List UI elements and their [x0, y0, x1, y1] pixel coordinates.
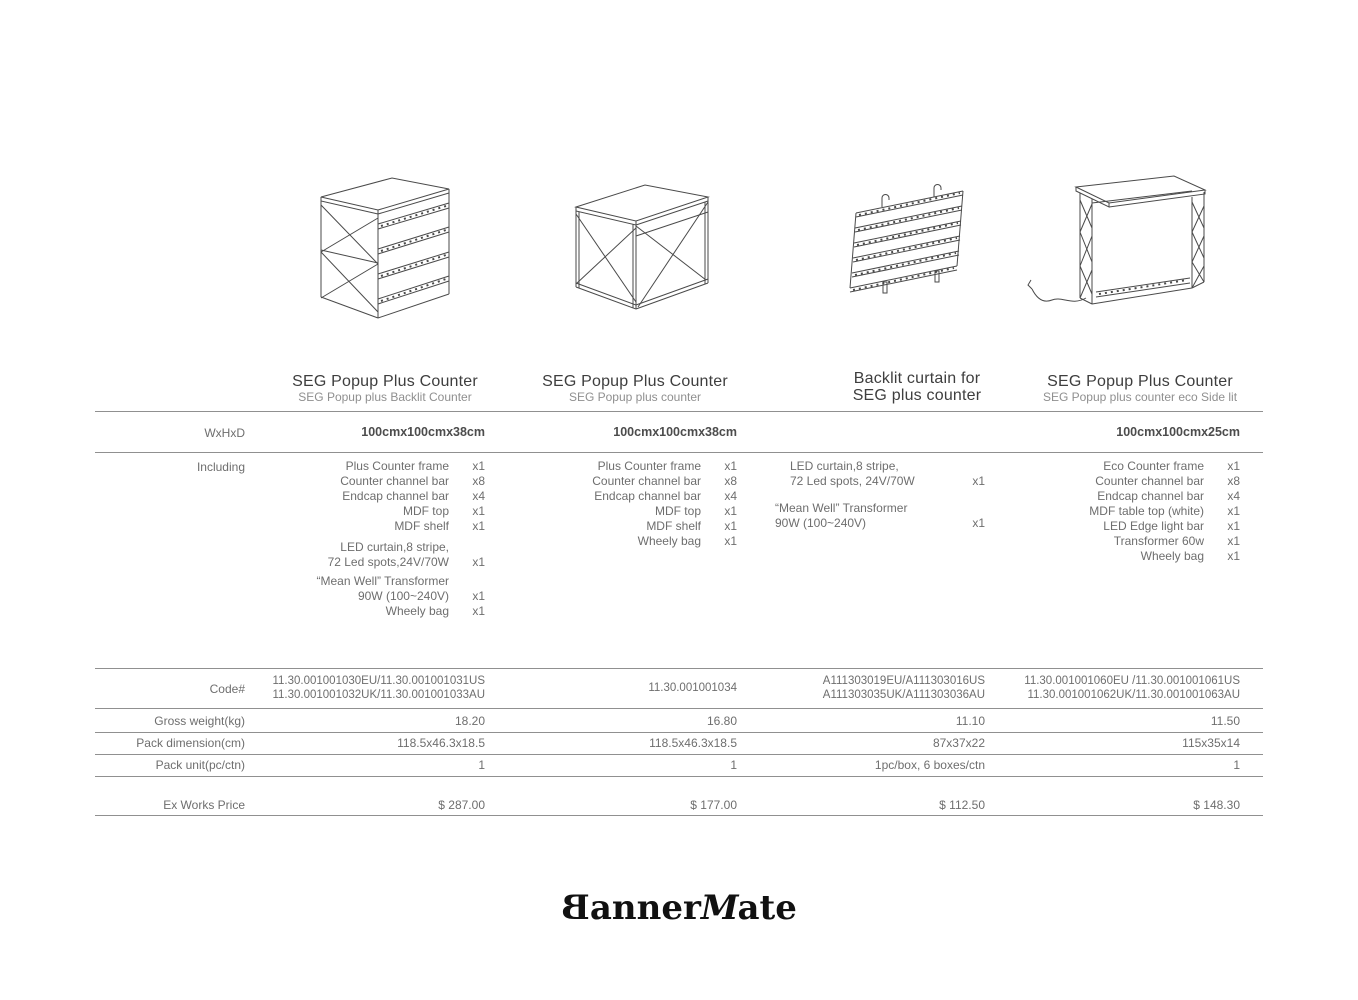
product-subtitle: SEG Popup plus counter — [568, 390, 702, 404]
led-curtain-drawing — [842, 176, 977, 308]
divider — [95, 776, 1263, 777]
row-label-gross-weight: Gross weight(kg) — [154, 714, 245, 728]
pack-dimension-value: 87x37x22 — [932, 736, 985, 750]
including-item: MDF table top (white) x1 — [1089, 504, 1240, 518]
including-item: Wheely bag x1 — [1140, 549, 1240, 563]
pack-unit-value: 1 — [1233, 758, 1240, 772]
including-item: Counter channel bar x8 — [1095, 474, 1240, 488]
size-value: 100cmx100cmx25cm — [1116, 425, 1240, 439]
logo-letters-anner: anner — [589, 888, 701, 928]
including-item: LED Edge light bar x1 — [1103, 519, 1240, 533]
including-item: LED curtain,8 stripe, 72 Led spots, 24V/70W x1 — [790, 459, 985, 488]
including-item: Wheely bag x1 — [385, 604, 485, 618]
pack-dimension-value: 115x35x14 — [1182, 736, 1240, 750]
gross-weight-value: 16.80 — [706, 714, 737, 728]
pack-dimension-value: 118.5x46.3x18.5 — [397, 736, 485, 750]
product-title: SEG Popup Plus Counter — [1047, 373, 1233, 390]
row-label-size: WxHxD — [204, 426, 245, 440]
including-list — [245, 459, 485, 619]
price-value: $ 148.30 — [1193, 798, 1240, 812]
logo-letters-ate: ate — [737, 888, 797, 928]
row-label-including: Including — [196, 460, 245, 474]
brand-logo — [0, 888, 1358, 928]
code-value: A111303019EU/A111303016US A111303035UK/A111303036AU — [822, 675, 985, 701]
product-title: Backlit curtain for — [853, 370, 981, 387]
including-item: Eco Counter frame x1 — [1103, 459, 1240, 473]
pack-dimension-value: 118.5x46.3x18.5 — [649, 736, 737, 750]
including-list — [1000, 459, 1240, 564]
including-item: Endcap channel bar x4 — [342, 489, 485, 503]
divider — [95, 452, 1263, 453]
divider — [95, 754, 1263, 755]
including-item: “Mean Well” Transformer 90W (100~240V) x1 — [775, 501, 985, 530]
including-item: Endcap channel bar x4 — [1097, 489, 1240, 503]
product-title-block — [255, 360, 515, 404]
including-item: Counter channel bar x8 — [340, 474, 485, 488]
including-item: Transformer 60w x1 — [1113, 534, 1240, 548]
row-label-code: Code# — [209, 682, 245, 696]
product-title: SEG Popup Plus Counter — [292, 373, 478, 390]
including-item: LED curtain,8 stripe, 72 Led spots,24V/70W x1 — [327, 540, 485, 569]
logo-letter-m: M — [700, 888, 738, 928]
row-label-price: Ex Works Price — [163, 798, 245, 812]
including-item: Plus Counter frame x1 — [597, 459, 737, 473]
row-label-pack-dimension: Pack dimension(cm) — [136, 736, 245, 750]
including-item: Wheely bag x1 — [637, 534, 737, 548]
product-title-block — [1010, 360, 1270, 404]
gross-weight-value: 18.20 — [454, 714, 485, 728]
price-value: $ 287.00 — [438, 798, 485, 812]
row-label-pack-unit: Pack unit(pc/ctn) — [155, 758, 245, 772]
including-item: MDF top x1 — [402, 504, 485, 518]
code-value: 11.30.001001034 — [648, 682, 737, 694]
divider — [95, 732, 1263, 733]
pack-unit-value: 1pc/box, 6 boxes/ctn — [874, 758, 985, 772]
product-subtitle: SEG Popup plus counter eco Side lit — [1042, 390, 1238, 404]
size-value: 100cmx100cmx38cm — [613, 425, 737, 439]
backlit-counter-shelf-drawing — [315, 170, 455, 322]
including-item: MDF top x1 — [654, 504, 737, 518]
including-item: MDF shelf x1 — [646, 519, 737, 533]
divider — [95, 411, 1263, 412]
including-list — [497, 459, 737, 549]
price-value: $ 112.50 — [939, 798, 985, 812]
including-list — [745, 459, 985, 531]
including-item: Counter channel bar x8 — [592, 474, 737, 488]
gross-weight-value: 11.10 — [955, 714, 985, 728]
including-item: MDF shelf x1 — [394, 519, 485, 533]
pack-unit-value: 1 — [478, 758, 485, 772]
product-title: SEG Popup Plus Counter — [542, 373, 728, 390]
code-value: 11.30.001001030EU/11.30.001001031US 11.30.001001032UK/11.30.001001033AU — [272, 675, 485, 701]
size-value: 100cmx100cmx38cm — [361, 425, 485, 439]
including-item: Endcap channel bar x4 — [594, 489, 737, 503]
divider — [95, 708, 1263, 709]
including-item: “Mean Well” Transformer 90W (100~240V) x1 — [316, 574, 485, 603]
product-title-block — [505, 360, 765, 404]
price-value: $ 177.00 — [690, 798, 737, 812]
divider — [95, 815, 1263, 816]
eco-counter-side-lit-drawing — [1024, 170, 1219, 318]
pack-unit-value: 1 — [730, 758, 737, 772]
gross-weight-value: 11.50 — [1210, 714, 1240, 728]
plus-counter-frame-drawing — [572, 176, 712, 314]
product-subtitle: SEG Popup plus Backlit Counter — [298, 390, 472, 404]
product-title-block — [787, 360, 1047, 404]
code-value: 11.30.001001060EU /11.30.001001061US 11.30.001001062UK/11.30.001001063AU — [1024, 675, 1240, 701]
logo-letter-b: B — [561, 888, 590, 928]
product-title-line2: SEG plus counter — [852, 387, 982, 404]
including-item: Plus Counter frame x1 — [345, 459, 485, 473]
